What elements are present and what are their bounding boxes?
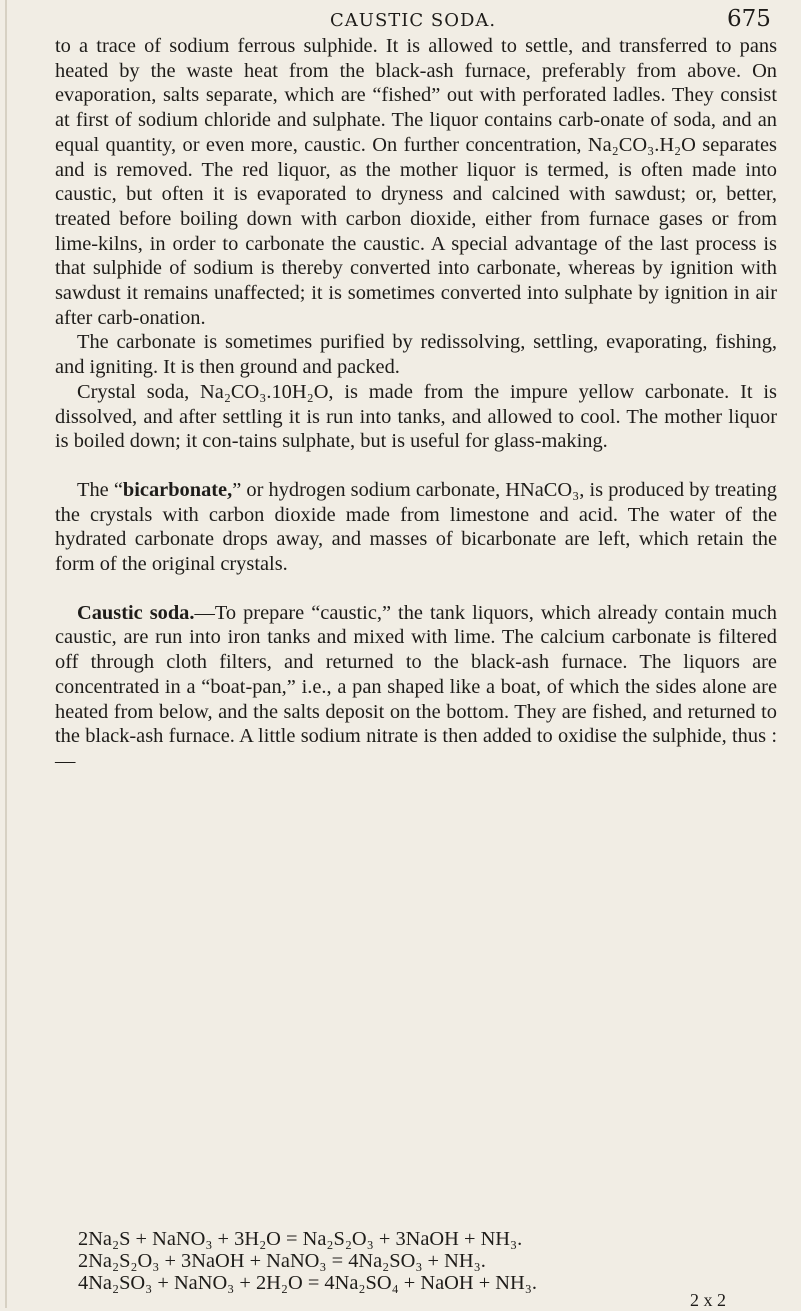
paragraph-caustic-soda (55, 601, 777, 774)
caustic-text: —To prepare “caustic,” the tank liquors, which already contain much caustic, are run into iron tanks and mixed with lime. The calcium carbonate is filtered off through cloth filters, and returned to the black-ash furnace. The liquors are concentrated in a “boat-pan,” i.e., a pan shaped like a boat, of which the sides alone are heated from below, and the salts deposit on the bottom. They are fished, and returned to the black-ash furnace. A little sodium nitrate is then added to oxidise the sulphide, thus :— (55, 601, 777, 772)
equation-2: 2Na₂S₂O₃ + 3NaOH + NaNO₃ = 4Na₂SO₃ + NH₃. (78, 1250, 486, 1272)
page-edge-shadow (5, 0, 7, 1308)
page-number: 675 (727, 6, 771, 32)
body-text (55, 34, 777, 774)
running-head (0, 4, 801, 38)
bicarbonate-lead: The “ (77, 478, 123, 501)
equation-1: 2Na₂S + NaNO₃ + 3H₂O = Na₂S₂O₃ + 3NaOH + NH₃. (78, 1228, 523, 1250)
running-title: CAUSTIC SODA. (330, 10, 497, 31)
caustic-soda-heading: Caustic soda. (77, 601, 195, 624)
signature-mark: 2 x 2 (690, 1290, 726, 1310)
bicarbonate-text: ” or hydrogen sodium carbonate, HNaCO₃, is produced by treating the crystals with carbon dioxide made from limestone and acid. The water of the hydrated carbonate drops away, and masses of bicarbonate are left, which retain the form of the original crystals. (55, 478, 777, 576)
equations (78, 1228, 778, 1294)
paragraph-crystal-soda: Crystal soda, Na₂CO₃.10H₂O, is made from the impure yellow carbonate. It is dissolved, and after settling it is run into tanks, and allowed to cool. The mother liquor is boiled down; it con-tains sulphate, but is useful for glass-making. (55, 380, 777, 453)
bicarbonate-term: bicarbonate, (122, 478, 233, 501)
paragraph-continued: to a trace of sodium ferrous sulphide. It is allowed to settle, and transferred to pans heated by the waste heat from the black-ash furnace, preferably from above. On evaporation, salts separate, which are “fished” out with perforated ladles. They consist at first of sodium chloride and sulphate. The liquor contains carb-onate of soda, and an equal quantity, or even more, caustic. On further concentration, Na₂CO₃.H₂O separates and is removed. The red liquor, as the mother liquor is termed, is often made into caustic, but often it is evaporated to dryness and calcined with sawdust; or, better, treated before boiling down with carbon dioxide, either from furnace gases or from lime-kilns, in order to carbonate the caustic. A special advantage of the last process is that sulphide of sodium is thereby converted into carbonate, whereas by ignition with sawdust it remains unaffected; it is sometimes converted into sulphate by ignition in air after carb-onation. (55, 35, 777, 329)
paragraph-carbonate-purification: The carbonate is sometimes purified by redissolving, settling, evaporating, fishing, and igniting. It is then ground and packed. (55, 331, 777, 379)
paragraph-bicarbonate (55, 478, 777, 577)
equation-3: 4Na₂SO₃ + NaNO₃ + 2H₂O = 4Na₂SO₄ + NaOH + NH₃. (78, 1272, 537, 1294)
